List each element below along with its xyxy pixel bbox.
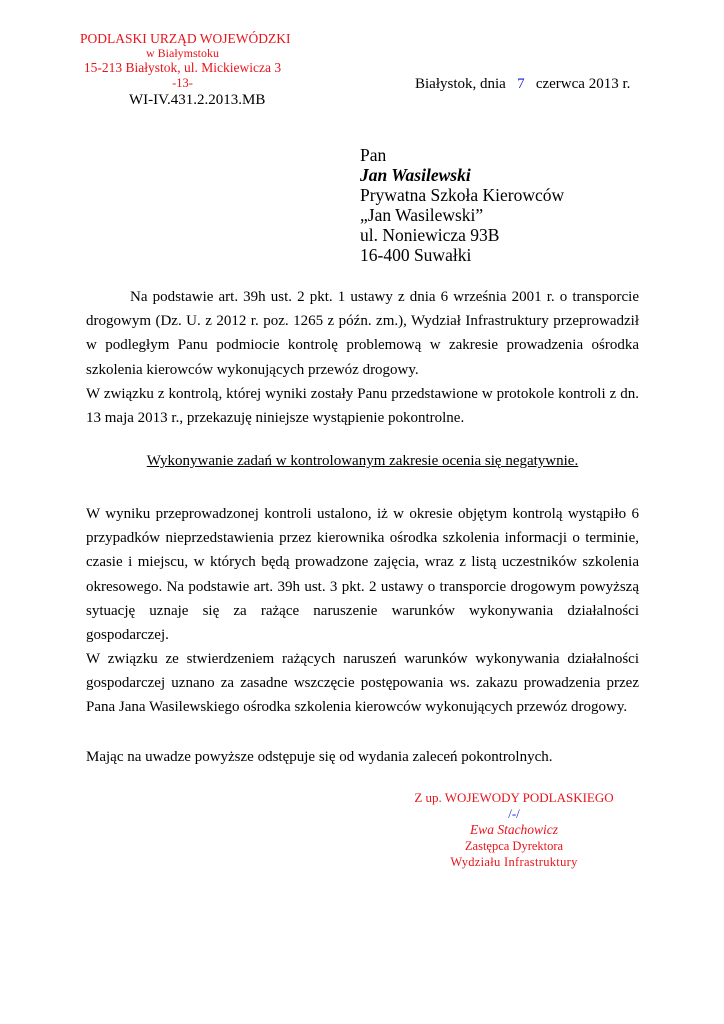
signatory-name: Ewa Stachowicz xyxy=(469,822,559,837)
paragraph-conclusion: Mając na uwadze powyższe odstępuje się od wydania zaleceń pokontrolnych. xyxy=(86,749,553,765)
paragraph-findings: W wyniku przeprowadzonej kontroli ustalono, iż w okresie objętym kontrolą wystąpiło 6 przypadków nieprzedstawienia przez kierownika ośrodka szkolenia informacji o terminie, czasie i miejscu, w których będą prowadzone zajęcia, wraz z listą uczestników szkolenia okresowego. Na podstawie art. 39h ust. 3 pkt. 2 ustawy o transporcie drogowym powyższą sytuację uznaje się za rażące naruszenie warunków wykonywania działalności gospodarczej. xyxy=(86,506,639,644)
recipient-address xyxy=(360,145,564,265)
recipient-city: 16-400 Suwałki xyxy=(360,245,472,265)
date-day: 7 xyxy=(517,76,525,92)
recipient-salutation: Pan xyxy=(360,145,387,165)
letter-date xyxy=(415,76,630,93)
reference-number: WI-IV.431.2.2013.MB xyxy=(129,92,266,108)
recipient-company: Prywatna Szkoła Kierowców xyxy=(360,185,565,205)
paragraph-protocol: W związku z kontrolą, której wyniki zostały Panu przedstawione w protokole kontroli z dn. 13 maja 2013 r., przekazuję niniejsze wystąpienie pokontrolne. xyxy=(86,385,639,427)
recipient-name: Jan Wasilewski xyxy=(360,165,471,185)
signature-block xyxy=(394,789,634,870)
office-address-number: -13- xyxy=(172,76,193,90)
signatory-position: Zastępca Dyrektora xyxy=(464,839,564,853)
office-name: PODLASKI URZĄD WOJEWÓDZKI xyxy=(80,31,291,46)
recipient-street: ul. Noniewicza 93B xyxy=(360,225,500,245)
date-prefix: Białystok, dnia xyxy=(415,76,506,92)
recipient-company-name: „Jan Wasilewski” xyxy=(360,205,484,225)
intro-section xyxy=(86,285,639,430)
assessment-statement: Wykonywanie zadań w kontrolowanym zakresie ocenia się negatywnie. xyxy=(146,453,579,469)
signatory-department: Wydziału Infrastruktury xyxy=(450,855,578,869)
office-city: w Białymstoku xyxy=(145,46,219,60)
paragraph-proceedings: W związku ze stwierdzeniem rażących naruszeń warunków wykonywania działalności gospodarczej uznano za zasadne wszczęcie postępowania ws. zakazu prowadzenia przez Pana Jana Wasilewskiego ośrodka szkolenia kierowców wykonujących przewóz drogowy. xyxy=(86,651,639,716)
signature-authority: Z up. WOJEWODY PODLASKIEGO xyxy=(414,790,614,805)
office-address: 15-213 Białystok, ul. Mickiewicza 3 xyxy=(83,60,282,75)
paragraph-legal-basis: Na podstawie art. 39h ust. 2 pkt. 1 ustawy z dnia 6 września 2001 r. o transporcie drogowym (Dz. U. z 2012 r. poz. 1265 z późn. zm.), Wydział Infrastruktury przeprowadził w podległym Panu podmiocie kontrolę problemową w zakresie prowadzenia ośrodka szkolenia kierowców wykonujących przewóz drogowy. xyxy=(86,289,639,378)
date-suffix: czerwca 2013 r. xyxy=(535,76,631,92)
signature-mark: /-/ xyxy=(508,806,520,821)
